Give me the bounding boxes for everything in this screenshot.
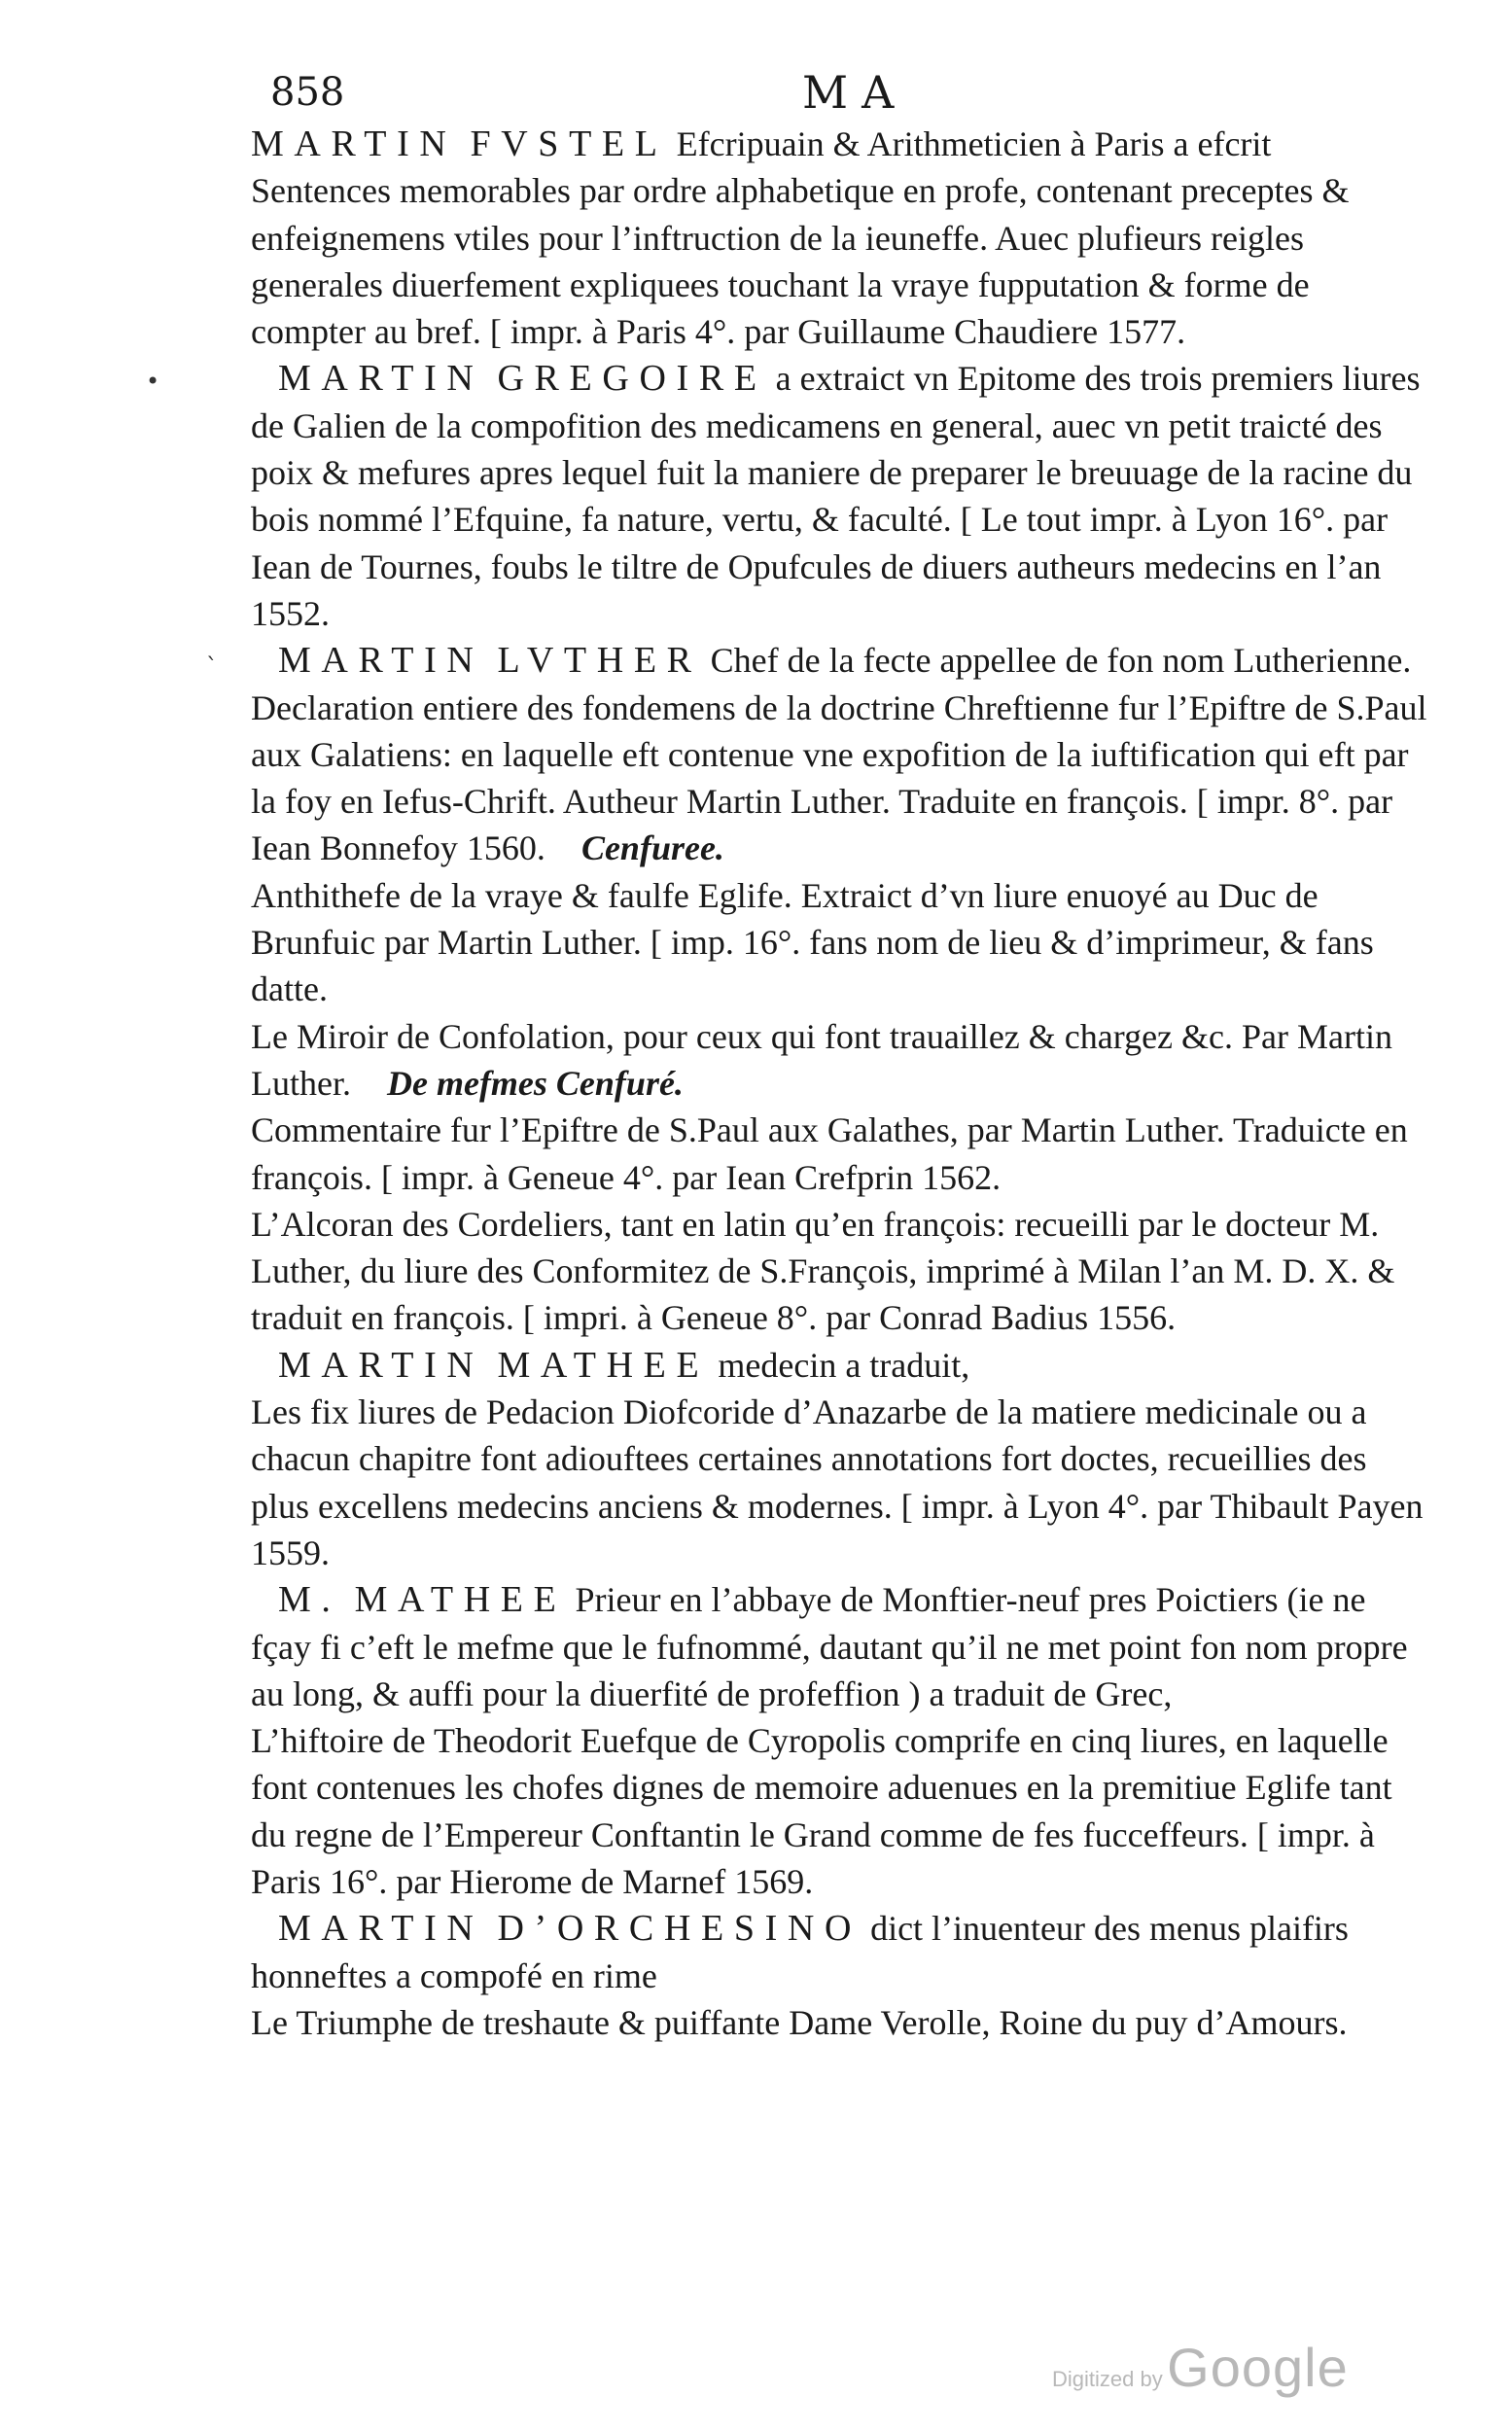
author-description: Chef de la fecte appellee de fon nom Lutherienne. — [710, 641, 1412, 681]
work-entry — [251, 1013, 1432, 1108]
author-last-name: MATHEE — [497, 1344, 710, 1386]
work-entry: Sentences memorables par ordre alphabetique en profe, contenant preceptes & enfeignemens vtiles pour l’inftruction de la ieuneffe. Auec plufieurs reigles generales diuerfement expliquees touchant la vraye fupputation & forme de compter au bref. [ impr. à Paris 4°. par Guillaume Chaudiere 1577. — [251, 171, 1350, 352]
work-entry: Les fix liures de Pedacion Diofcoride d’Anazarbe de la matiere medicinale ou a chacun chapitre font adiouftees certaines annotations fort doctes, recueillies des plus excellens medecins anciens & modernes. [ impr. à Lyon 4°. par Thibault Payen 1559. — [251, 1392, 1424, 1572]
work-entry: Le Triumphe de treshaute & puiffante Dame Verolle, Roine du puy d’Amours. — [251, 2002, 1348, 2042]
entry-m-mathee — [251, 1576, 1432, 1717]
author-description: a extraict vn Epitome des trois premiers liures de Galien de la compofition des medicamens en general, auec vn petit traicté des poix & mefures apres lequel fuit la maniere de preparer le breuuage de la racine du bois nommé l’Efquine, fa nature, vertu, & faculté. [ Le tout impr. à Lyon 16°. par Iean de Tournes, foubs le tiltre de Opufcules de diuers autheurs medecins en l’an 1552. — [251, 359, 1421, 633]
entry-martin-luther — [251, 637, 1432, 684]
margin-tick: ˋ — [206, 653, 218, 681]
digitized-label: Digitized by — [1052, 2367, 1163, 2391]
author-last-name: LVTHER — [497, 640, 702, 682]
google-logo: Google — [1167, 2337, 1349, 2398]
work-text: Declaration entiere des fondemens de la doctrine Chreftienne fur l’Epiftre de S.Paul aux Galatiens: en laquelle eft contenue vne expofition de la iuftification qui eft par la foy en Iefus-Chrift. Autheur Martin Luther. Traduite en françois. [ impr. 8°. par Iean Bonnefoy 1560. — [251, 687, 1427, 868]
author-description: Prieur en l’abbaye de Monftier-neuf pres Poictiers (ie ne fçay fi c’eft le mefme que le fufnommé, dautant qu’il ne met point fon nom propre au long, & auffi pour la diuerfité de profeffion ) a traduit de Grec, — [251, 1580, 1408, 1713]
entry-martin-fustel — [251, 121, 1432, 167]
running-head: MA — [802, 66, 908, 119]
author-first-name: MARTIN — [278, 640, 484, 682]
author-first-name: MARTIN — [278, 358, 484, 400]
author-description: dict l’inuenteur des menus plaifirs honneftes a compofé en rime — [251, 1909, 1349, 1995]
work-entry: Commentaire fur l’Epiftre de S.Paul aux Galathes, par Martin Luther. Traduicte en françois. [ impr. à Geneue 4°. par Iean Crefprin 1562. — [251, 1110, 1408, 1197]
author-first-name: MARTIN — [278, 1344, 484, 1386]
work-text: Le Miroir de Confolation, pour ceux qui font trauaillez & chargez &c. Par Martin Luther. — [251, 1016, 1392, 1103]
author-first-name: MARTIN — [251, 123, 457, 164]
author-description: Efcripuain & Arithmeticien à Paris a efcrit — [676, 124, 1272, 163]
author-last-name: MATHEE — [354, 1579, 567, 1621]
censure-note: Cenfuree. — [580, 828, 724, 868]
page-number: 858 — [270, 70, 345, 115]
margin-dot: • — [146, 368, 160, 395]
work-entry: L’hiftoire de Theodorit Euefque de Cyropolis comprife en cinq liures, en laquelle font contenues les chofes dignes de memoire aduenues en la premitiue Eglife tant du regne de l’Empereur Conftantin le Grand comme de fes fucceffeurs. [ impr. à Paris 16°. par Hierome de Marnef 1569. — [251, 1721, 1392, 1901]
work-entry: Anthithefe de la vraye & faulfe Eglife. Extraict d’vn liure enuoyé au Duc de Brunfuic par Martin Luther. [ imp. 16°. fans nom de lieu & d’imprimeur, & fans datte. — [251, 875, 1374, 1009]
work-entry: L’Alcoran des Cordeliers, tant en latin qu’en françois: recueilli par le docteur M. Luther, du liure des Conformitez de S.François, imprimé à Milan l’an M. D. X. & traduit en françois. [ impri. à Geneue 8°. par Conrad Badius 1556. — [251, 1204, 1395, 1338]
entry-martin-dorchesino — [251, 1905, 1432, 1999]
entry-martin-mathee — [251, 1342, 1432, 1389]
author-last-name: FVSTEL — [470, 123, 668, 164]
author-description: medecin a traduit, — [718, 1345, 970, 1385]
author-last-name: D’ORCHESINO — [497, 1908, 862, 1950]
entry-martin-gregoire — [251, 355, 1432, 637]
digitized-footer — [1052, 2336, 1349, 2399]
author-last-name: GREGOIRE — [497, 358, 767, 400]
page-body — [251, 121, 1432, 2046]
author-first-name: MARTIN — [278, 1908, 484, 1950]
censure-note: De mefmes Cenfuré. — [386, 1063, 684, 1103]
work-entry — [251, 685, 1432, 872]
author-first-name: M. — [278, 1579, 341, 1621]
